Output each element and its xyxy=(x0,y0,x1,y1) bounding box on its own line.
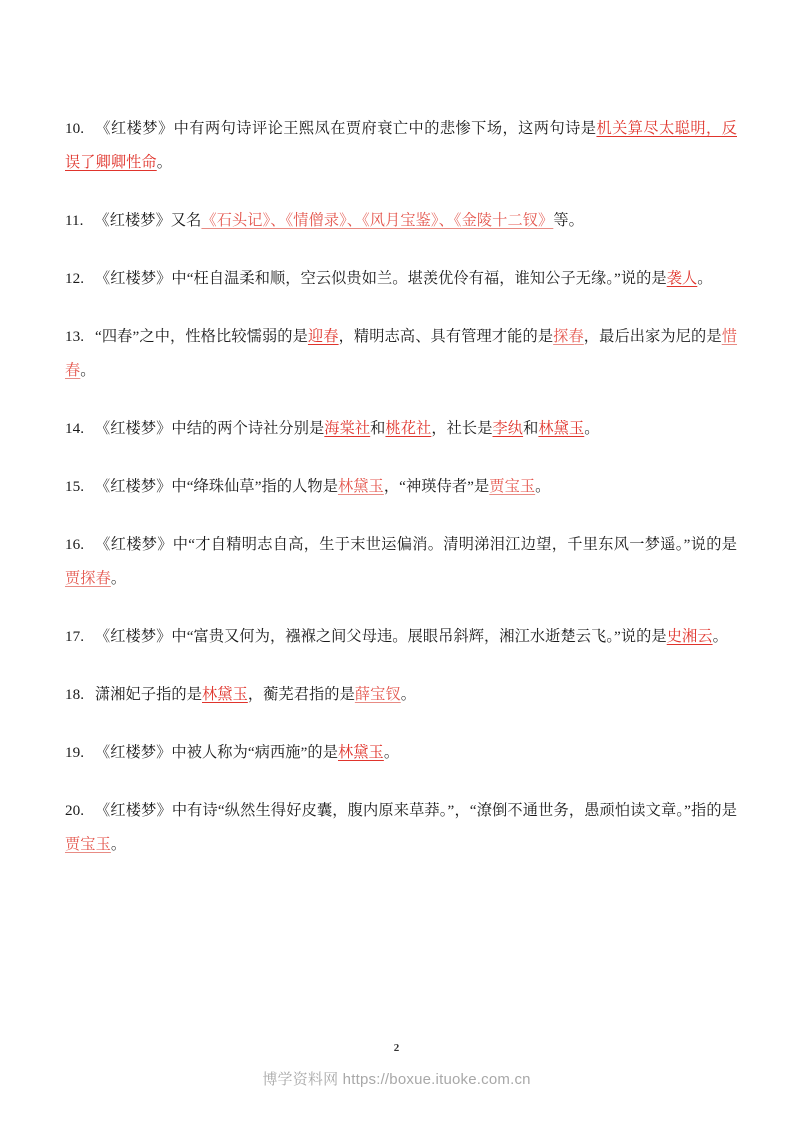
question-number: 11. xyxy=(65,212,84,229)
question-tail: 。 xyxy=(697,270,713,287)
answer-blank: 林黛玉 xyxy=(337,478,384,495)
question-text: ，社长是 xyxy=(431,420,493,437)
question-text: ，最后出家为尼的是 xyxy=(583,328,722,345)
question-tail: 。 xyxy=(80,362,96,379)
question-number: 16. xyxy=(65,536,84,553)
question-tail: 。 xyxy=(156,154,173,171)
question-text: ，精明志高、具有管理才能的是 xyxy=(338,328,554,345)
answer-blank: 林黛玉 xyxy=(202,686,248,703)
question-text: 《红楼梦》中有两句诗评论王熙凤在贾府衰亡中的悲惨下场，这两句诗是 xyxy=(94,120,597,137)
question-text: 和 xyxy=(370,420,386,437)
question-item-12 xyxy=(65,262,737,296)
question-text: “四春”之中，性格比较懦弱的是 xyxy=(94,328,308,345)
question-number: 13. xyxy=(65,328,84,345)
question-number: 14. xyxy=(65,420,84,437)
question-text: 《红楼梦》中“枉自温柔和顺，空云似贵如兰。堪羡优伶有福，谁知公子无缘。”说的是 xyxy=(94,270,667,287)
question-text: ，蘅芜君指的是 xyxy=(247,686,355,703)
question-number: 12. xyxy=(65,270,84,287)
question-number: 19. xyxy=(65,744,84,761)
answer-blank: 海棠社 xyxy=(324,420,371,437)
question-tail: 。 xyxy=(535,478,551,495)
answer-blank: 贾宝玉 xyxy=(65,836,111,853)
answer-blank: 袭人 xyxy=(666,270,698,287)
question-text: 和 xyxy=(523,420,539,437)
question-tail: 。 xyxy=(110,570,127,587)
question-tail: 。 xyxy=(712,628,728,645)
question-number: 10. xyxy=(65,120,84,137)
answer-blank: 李纨 xyxy=(492,420,524,437)
question-text: 《红楼梦》中结的两个诗社分别是 xyxy=(94,420,325,437)
answer-blank: 薛宝钗 xyxy=(354,686,401,703)
question-text: 《红楼梦》中“富贵又何为，襁褓之间父母违。展眼吊斜辉，湘江水逝楚云飞。”说的是 xyxy=(94,628,667,645)
question-item-17 xyxy=(65,620,737,654)
question-text: 《红楼梦》中有诗“纵然生得好皮囊，腹内原来草莽。”，“潦倒不通世务，愚顽怕读文章。”指的是 xyxy=(94,802,737,819)
question-text: 《红楼梦》中被人称为“病西施”的是 xyxy=(94,744,338,761)
question-number: 17. xyxy=(65,628,84,645)
page-number: 2 xyxy=(393,1042,400,1054)
question-tail: 。 xyxy=(584,420,600,437)
answer-blank: 惜春 xyxy=(65,328,738,379)
question-item-19 xyxy=(65,736,737,770)
question-item-20 xyxy=(65,794,737,862)
question-item-11 xyxy=(65,204,737,238)
answer-blank: 贾探春 xyxy=(65,570,111,587)
question-number: 18. xyxy=(65,686,84,703)
question-text: 《红楼梦》又名 xyxy=(94,212,202,229)
question-tail: 等。 xyxy=(553,212,584,229)
site-watermark: 博学资料网 https://boxue.ituoke.com.cn xyxy=(262,1071,531,1088)
question-tail: 。 xyxy=(400,686,417,703)
question-item-10 xyxy=(65,112,737,180)
question-list xyxy=(65,112,737,886)
answer-blank: 林黛玉 xyxy=(337,744,384,761)
answer-blank: 机关算尽太聪明，反误了卿卿性命 xyxy=(65,120,737,171)
answer-blank: 林黛玉 xyxy=(538,420,585,437)
answer-blank: 迎春 xyxy=(307,328,339,345)
question-item-15 xyxy=(65,470,737,504)
answer-blank: 桃花社 xyxy=(385,420,432,437)
question-item-14 xyxy=(65,412,737,446)
question-number: 20. xyxy=(65,802,84,819)
answer-blank: 史湘云 xyxy=(666,628,713,645)
answer-blank: 《石头记》、《情僧录》、《风月宝鉴》、《金陵十二钗》 xyxy=(201,212,554,229)
answer-blank: 探春 xyxy=(553,328,584,345)
question-item-16 xyxy=(65,528,737,596)
question-text: ，“神瑛侍者”是 xyxy=(383,478,490,495)
question-item-13 xyxy=(65,320,737,388)
question-text: 《红楼梦》中“才自精明志自高，生于末世运偏消。清明涕泪江边望，千里东风一梦遥。”说的是 xyxy=(94,536,737,553)
question-tail: 。 xyxy=(383,744,400,761)
answer-blank: 贾宝玉 xyxy=(489,478,536,495)
question-text: 《红楼梦》中“绛珠仙草”指的人物是 xyxy=(94,478,338,495)
question-text: 潇湘妃子指的是 xyxy=(94,686,202,703)
question-number: 15. xyxy=(65,478,84,495)
question-item-18 xyxy=(65,678,737,712)
question-tail: 。 xyxy=(110,836,127,853)
